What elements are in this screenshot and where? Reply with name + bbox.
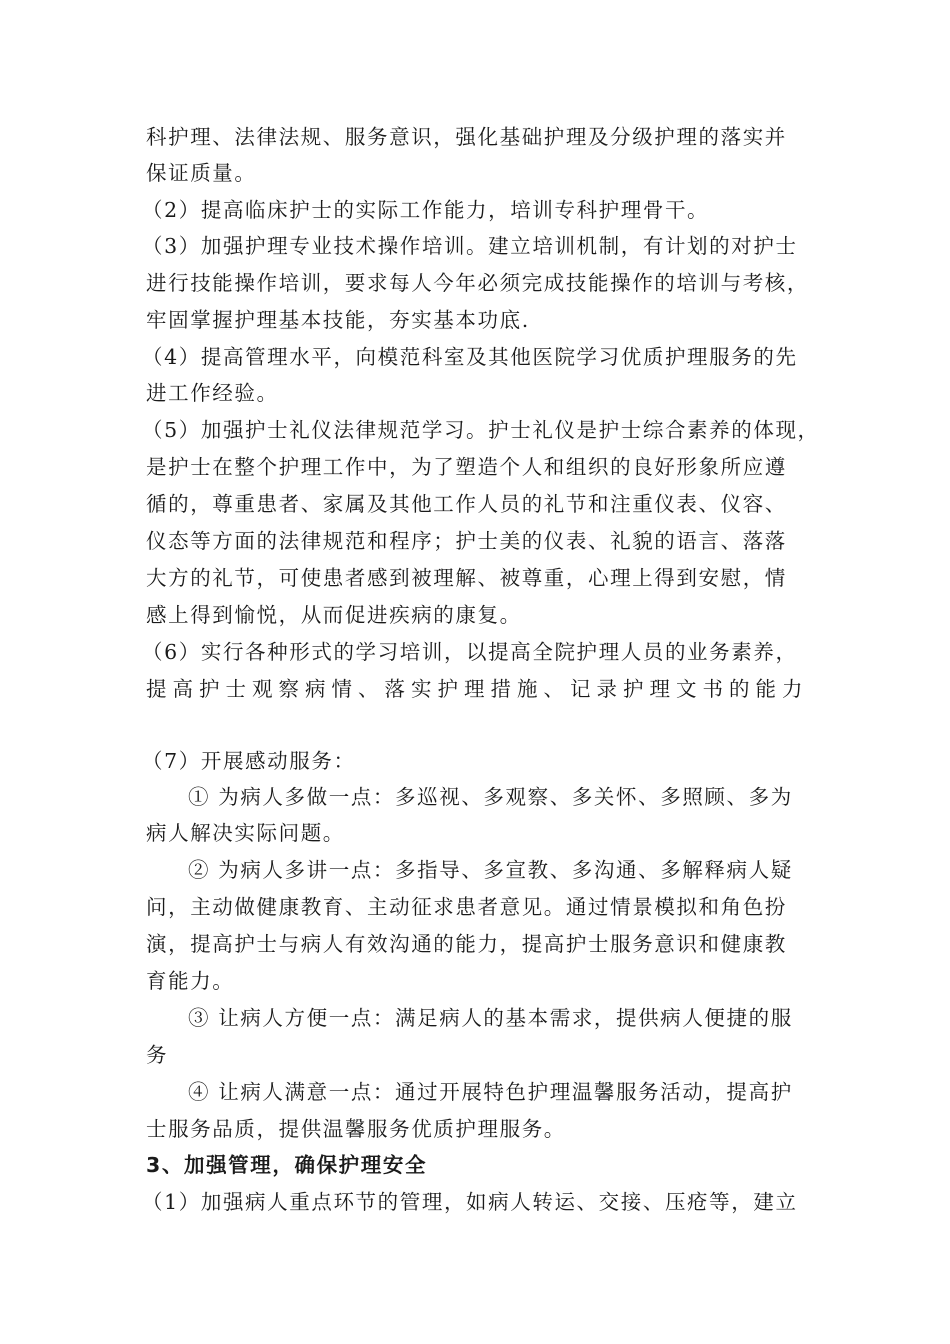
text-line: 保证质量。: [146, 161, 257, 185]
text-line: （6）实行各种形式的学习培训，以提高全院护理人员的业务素养，: [142, 640, 798, 664]
text-line: ② 为病人多讲一点：多指导、多宣教、多沟通、多解释病人疑: [188, 858, 793, 882]
text-line: ④ 让病人满意一点：通过开展特色护理温馨服务活动，提高护: [188, 1080, 793, 1104]
text-line: 务: [146, 1043, 169, 1067]
text-line: （5）加强护士礼仪法律规范学习。护士礼仪是护士综合素养的体现，: [142, 418, 820, 442]
text-line: （7）开展感动服务：: [142, 749, 356, 773]
text-line: （2）提高临床护士的实际工作能力，培训专科护理骨干。: [142, 198, 710, 222]
text-line: ③ 让病人方便一点：满足病人的基本需求，提供病人便捷的服: [188, 1006, 793, 1030]
text-line: 育能力。: [146, 969, 235, 993]
text-line: 提高护士观察病情、落实护理措施、记录护理文书的能力: [146, 677, 809, 701]
text-line: 科护理、法律法规、服务意识，强化基础护理及分级护理的落实并: [146, 125, 787, 149]
text-line: （4）提高管理水平，向模范科室及其他医院学习优质护理服务的先: [142, 345, 798, 369]
text-line: 演，提高护士与病人有效沟通的能力，提高护士服务意识和健康教: [146, 932, 787, 956]
text-line: 问，主动做健康教育、主动征求患者意见。通过情景模拟和角色扮: [146, 895, 787, 919]
text-line: 进工作经验。: [146, 381, 279, 405]
text-line: 循的，尊重患者、家属及其他工作人员的礼节和注重仪表、仪容、: [146, 492, 787, 516]
text-line: （1）加强病人重点环节的管理，如病人转运、交接、压疮等，建立: [142, 1190, 798, 1214]
text-line: 仪态等方面的法律规范和程序；护士美的仪表、礼貌的语言、落落: [146, 529, 787, 553]
text-line: 大方的礼节，可使患者感到被理解、被尊重，心理上得到安慰，情: [146, 566, 787, 590]
text-line: 士服务品质，提供温馨服务优质护理服务。: [146, 1117, 566, 1141]
text-line: 牢固掌握护理基本技能，夯实基本功底.: [146, 308, 530, 332]
text-line: 感上得到愉悦，从而促进疾病的康复。: [146, 603, 522, 627]
text-line: ① 为病人多做一点：多巡视、多观察、多关怀、多照顾、多为: [188, 785, 793, 809]
section-heading: 3、加强管理，确保护理安全: [146, 1153, 428, 1177]
text-line: 进行技能操作培训，要求每人今年必须完成技能操作的培训与考核，: [146, 271, 809, 295]
text-line: 是护士在整个护理工作中，为了塑造个人和组织的良好形象所应遵: [146, 455, 787, 479]
text-line: 病人解决实际问题。: [146, 821, 345, 845]
text-line: （3）加强护理专业技术操作培训。建立培训机制，有计划的对护士: [142, 234, 798, 258]
